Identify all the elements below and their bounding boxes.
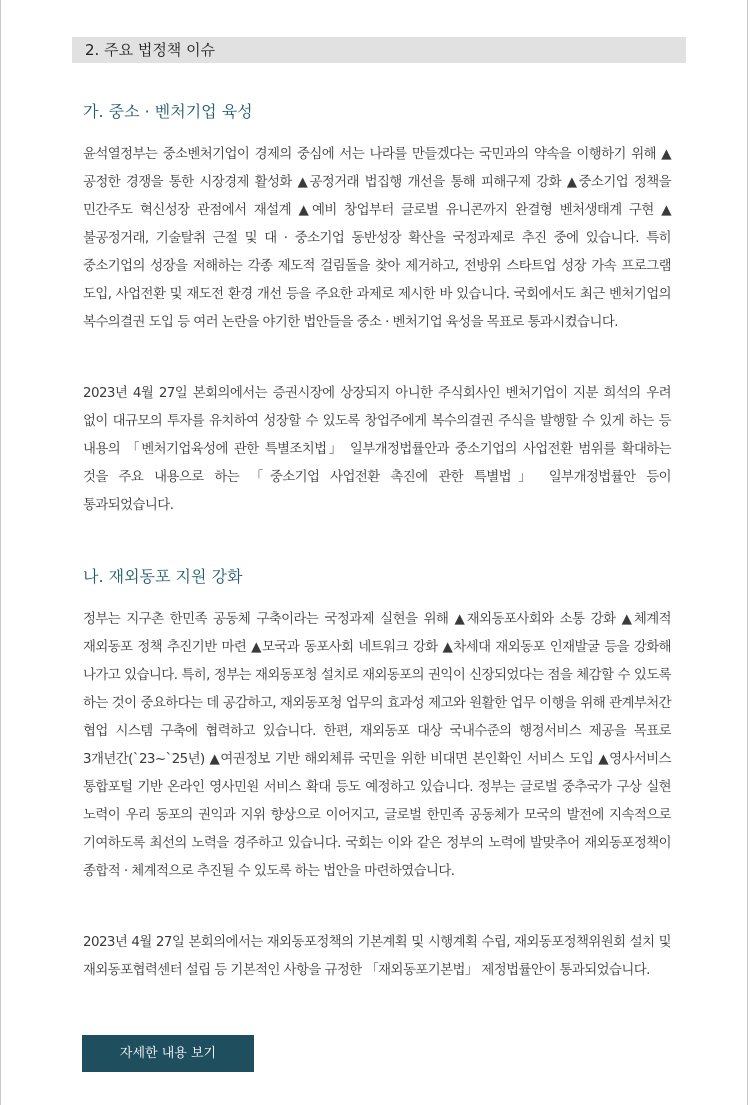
paragraph-sme-policy: 윤석열정부는 중소벤처기업이 경제의 중심에 서는 나라를 만들겠다는 국민과의 약속을 이행하기 위해 ▲공정한 경쟁을 통한 시장경제 활성화 ▲공정거래 법집행 개선을 통해 피해구제 강화 ▲중소기업 정책을 민간주도 혁신성장 관점에서 재설계 ▲예비 창업부터 글로벌 유니콘까지 완결형 벤처생태계 구현 ▲불공정거래, 기술탈취 근절 및 대 · 중소기업 동반성장 확산을 국정과제로 추진 중에 있습니다. 특히 중소기업의 성장을 저해하는 각종 제도적 걸림돌을 찾아 제거하고, 전방위 스타트업 성장 가속 프로그램 도입, 사업전환 및 재도전 환경 개선 등을 주요한 과제로 제시한 바 있습니다. 국회에서도 최근 벤처기업의 복수의결권 도입 등 여러 논란을 야기한 법안들을 중소 · 벤처기업 육성을 목표로 통과시켰습니다.: [83, 147, 671, 330]
paragraph-sme-bills: 2023년 4월 27일 본회의에서는 증권시장에 상장되지 아니한 주식회사인 벤처기업이 지분 희석의 우려 없이 대규모의 투자를 유치하여 성장할 수 있도록 창업주에게 복수의결권 주식을 발행할 수 있게 하는 등 내용의 「벤처기업육성에 관한 특별조치법」 일부개정법률안과 중소기업의 사업전환 범위를 확대하는 것을 주요 내용으로 하는 「중소기업 사업전환 촉진에 관한 특별법」 일부개정법률안 등이 통과되었습니다.: [83, 386, 671, 513]
view-details-button[interactable]: 자세한 내용 보기: [82, 1035, 254, 1072]
paragraph-overseas-policy: 정부는 지구촌 한민족 공동체 구축이라는 국정과제 실현을 위해 ▲재외동포사회와 소통 강화 ▲체계적 재외동포 정책 추진기반 마련 ▲모국과 동포사회 네트워크 강화 ▲차세대 재외동포 인재발굴 등을 강화해 나가고 있습니다. 특히, 정부는 재외동포청 설치로 재외동포의 권익이 신장되었다는 점을 체감할 수 있도록 하는 것이 중요하다는 데 공감하고, 재외동포청 업무의 효과성 제고와 원활한 업무 이행을 위해 관계부처간 협업 시스템 구축에 협력하고 있습니다. 한편, 재외동포 대상 국내수준의 행정서비스 제공을 목표로 3개년간(`23~`25년) ▲여권정보 기반 해외체류 국민을 위한 비대면 본인확인 서비스 도입 ▲영사서비스 통합포털 기반 온라인 영사민원 서비스 확대 등도 예정하고 있습니다. 정부는 글로벌 중추국가 구상 실현 노력이 우리 동포의 권익과 지위 향상으로 이어지고, 글로벌 한민족 공동체가 모국의 발전에 지속적으로 기여하도록 최선의 노력을 경주하고 있습니다. 국회는 이와 같은 정부의 노력에 발맞추어 재외동포정책이 종합적 · 체계적으로 추진될 수 있도록 하는 법안을 마련하였습니다.: [83, 612, 671, 879]
subsection-heading-overseas-koreans: 나. 재외동포 지원 강화: [83, 567, 243, 586]
section-title-bar: 2. 주요 법정책 이슈: [72, 37, 686, 63]
paragraph-overseas-bill: 2023년 4월 27일 본회의에서는 재외동포정책의 기본계획 및 시행계획 수립, 재외동포정책위원회 설치 및 재외동포협력센터 설립 등 기본적인 사항을 규정한 「재외동포기본법」 제정법률안이 통과되었습니다.: [83, 935, 671, 978]
subsection-heading-sme-venture: 가. 중소 · 벤처기업 육성: [83, 102, 253, 121]
